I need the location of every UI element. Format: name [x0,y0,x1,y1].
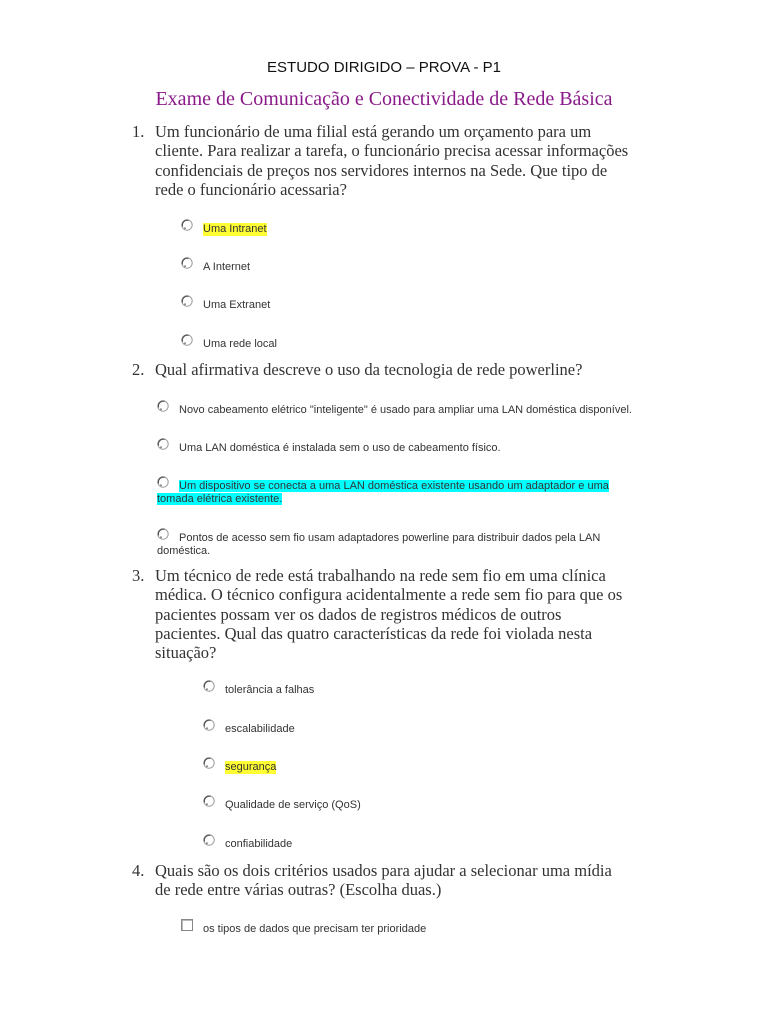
option-label: Uma LAN doméstica é instalada sem o uso de cabeamento físico. [179,442,501,454]
option-label: Uma rede local [203,338,277,350]
option-label: escalabilidade [225,723,295,735]
question-line: Quais são os dois critérios usados para ajudar a selecionar uma mídia [155,861,612,880]
question-line: pacientes possam ver os dados de registros médicos de outros [155,604,562,624]
page-title: Exame de Comunicação e Conectividade de Rede Básica [155,88,613,110]
option-label: confiabilidade [225,838,293,850]
question-line: Um técnico de rede está trabalhando na rede sem fio em uma clínica [155,566,606,585]
question-text [155,861,675,900]
question-line: Qual afirmativa descreve o uso da tecnologia de rede powerline? [155,360,583,379]
checkbox-icon[interactable] [181,919,193,931]
question-text [155,360,675,379]
option-label: segurança [225,761,277,773]
radio-button-icon[interactable] [203,757,215,769]
option-label: Novo cabeamento elétrico "inteligente" é usado para ampliar uma LAN doméstica disponível. [179,404,632,416]
radio-button-icon[interactable] [181,257,193,269]
question-text [155,122,675,199]
question-line: confidenciais de preços nos servidores internos na Sede. Que tipo de [155,160,608,180]
radio-button-icon[interactable] [181,219,193,231]
radio-button-icon[interactable] [203,719,215,731]
question-line: de rede entre várias outras? (Escolha duas.) [155,880,442,900]
radio-button-icon[interactable] [203,834,215,846]
question-line: cliente. Para realizar a tarefa, o funcionário precisa acessar informações [155,141,629,161]
page-header: ESTUDO DIRIGIDO – PROVA - P1 [267,59,501,76]
question-line: situação? [155,643,217,663]
option-label: A Internet [203,261,251,273]
question-line: pacientes. Qual das quatro características da rede foi violada nesta [155,623,593,643]
question-text [155,566,675,662]
question-number: 4. [132,861,145,880]
question-number: 2. [132,360,145,379]
radio-button-icon[interactable] [203,680,215,692]
question-number: 1. [132,122,145,141]
option-label: Um dispositivo se conecta a uma LAN doméstica existente usando um adaptador e uma tomada elétrica existente. [157,480,609,505]
option-label: os tipos de dados que precisam ter prioridade [203,923,427,935]
radio-button-icon[interactable] [157,438,169,450]
question-line: médica. O técnico configura acidentalmente a rede sem fio para que os [155,585,623,605]
radio-button-icon[interactable] [181,334,193,346]
question-line: rede o funcionário acessaria? [155,179,347,199]
option-label: Pontos de acesso sem fio usam adaptadores powerline para distribuir dados pela LAN doméstica. [157,532,601,557]
question-number: 3. [132,566,145,585]
option-label: Qualidade de serviço (QoS) [225,799,361,811]
option-label: Uma Extranet [203,299,271,311]
radio-button-icon[interactable] [181,295,193,307]
radio-button-icon[interactable] [203,795,215,807]
option-label: Uma Intranet [203,223,267,235]
question-line: Um funcionário de uma filial está gerando um orçamento para um [155,122,592,141]
radio-button-icon[interactable] [157,400,169,412]
option-label: tolerância a falhas [225,684,315,696]
